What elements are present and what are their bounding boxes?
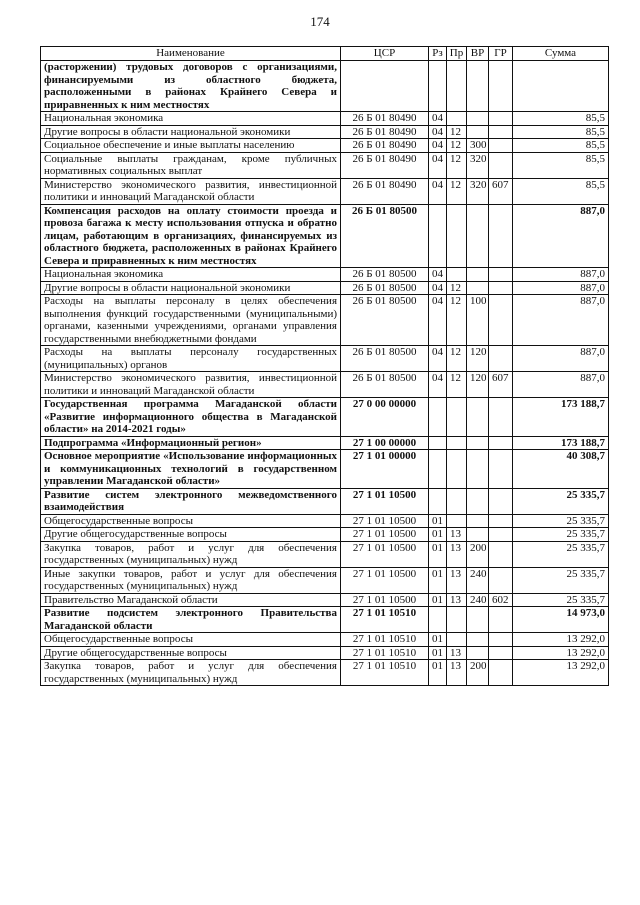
header-name: Наименование xyxy=(41,47,341,61)
table-row xyxy=(41,567,609,593)
cell-name: Другие вопросы в области национальной экономики xyxy=(41,125,341,139)
table-row xyxy=(41,450,609,489)
cell-name: Расходы на выплаты персоналу государственных (муниципальных) органов xyxy=(41,346,341,372)
cell-pr xyxy=(447,268,467,282)
cell-vr: 120 xyxy=(467,346,489,372)
cell-pr: 12 xyxy=(447,295,467,346)
table-row xyxy=(41,268,609,282)
table-row xyxy=(41,660,609,686)
cell-pr: 12 xyxy=(447,178,467,204)
cell-name: Общегосударственные вопросы xyxy=(41,633,341,647)
cell-csr: 27 1 01 10510 xyxy=(341,633,429,647)
cell-vr xyxy=(467,436,489,450)
cell-name: Министерство экономического развития, инвестиционной политики и инноваций Магаданской области xyxy=(41,372,341,398)
cell-vr: 100 xyxy=(467,295,489,346)
cell-sum: 25 335,7 xyxy=(513,593,609,607)
cell-pr: 13 xyxy=(447,660,467,686)
cell-csr: 26 Б 01 80500 xyxy=(341,268,429,282)
cell-pr xyxy=(447,514,467,528)
cell-name: Национальная экономика xyxy=(41,112,341,126)
cell-gr xyxy=(489,139,513,153)
cell-sum: 25 335,7 xyxy=(513,514,609,528)
cell-csr: 26 Б 01 80500 xyxy=(341,346,429,372)
cell-vr xyxy=(467,488,489,514)
cell-csr: 27 1 01 10510 xyxy=(341,646,429,660)
cell-vr: 200 xyxy=(467,660,489,686)
cell-vr: 120 xyxy=(467,372,489,398)
cell-vr: 300 xyxy=(467,139,489,153)
table-row xyxy=(41,514,609,528)
cell-gr xyxy=(489,268,513,282)
cell-sum: 25 335,7 xyxy=(513,541,609,567)
cell-gr xyxy=(489,281,513,295)
cell-pr: 12 xyxy=(447,152,467,178)
table-row xyxy=(41,633,609,647)
cell-csr: 26 Б 01 80490 xyxy=(341,152,429,178)
cell-gr xyxy=(489,633,513,647)
cell-name: Государственная программа Магаданской области «Развитие информационного общества в Магаданской области» на 2014-2021 годы» xyxy=(41,398,341,437)
cell-sum: 25 335,7 xyxy=(513,567,609,593)
cell-csr: 27 1 01 10500 xyxy=(341,514,429,528)
table-row xyxy=(41,178,609,204)
cell-gr xyxy=(489,436,513,450)
cell-csr: 27 1 01 00000 xyxy=(341,450,429,489)
cell-csr: 27 1 01 10500 xyxy=(341,528,429,542)
cell-pr: 12 xyxy=(447,139,467,153)
header-pr: Пр xyxy=(447,47,467,61)
table-row xyxy=(41,372,609,398)
cell-vr: 240 xyxy=(467,593,489,607)
cell-pr: 12 xyxy=(447,281,467,295)
cell-rz: 04 xyxy=(429,268,447,282)
cell-csr: 27 1 01 10510 xyxy=(341,660,429,686)
cell-vr xyxy=(467,61,489,112)
cell-csr xyxy=(341,61,429,112)
cell-name: Подпрограмма «Информационный регион» xyxy=(41,436,341,450)
cell-vr xyxy=(467,398,489,437)
cell-csr: 27 1 01 10500 xyxy=(341,593,429,607)
cell-pr xyxy=(447,450,467,489)
table-row xyxy=(41,346,609,372)
cell-sum: 887,0 xyxy=(513,346,609,372)
cell-rz: 04 xyxy=(429,281,447,295)
table-row xyxy=(41,488,609,514)
cell-gr: 607 xyxy=(489,372,513,398)
cell-rz: 01 xyxy=(429,567,447,593)
cell-csr: 27 1 00 00000 xyxy=(341,436,429,450)
cell-gr xyxy=(489,660,513,686)
cell-gr xyxy=(489,125,513,139)
cell-sum: 85,5 xyxy=(513,178,609,204)
cell-sum: 85,5 xyxy=(513,152,609,178)
table-row xyxy=(41,61,609,112)
cell-name: Правительство Магаданской области xyxy=(41,593,341,607)
cell-gr xyxy=(489,488,513,514)
cell-pr: 13 xyxy=(447,541,467,567)
cell-vr xyxy=(467,450,489,489)
cell-rz: 01 xyxy=(429,528,447,542)
cell-gr: 602 xyxy=(489,593,513,607)
header-sum: Сумма xyxy=(513,47,609,61)
cell-vr: 320 xyxy=(467,152,489,178)
cell-name: Социальное обеспечение и иные выплаты населению xyxy=(41,139,341,153)
cell-rz xyxy=(429,398,447,437)
cell-name: Национальная экономика xyxy=(41,268,341,282)
cell-name: Развитие систем электронного межведомственного взаимодействия xyxy=(41,488,341,514)
cell-csr: 27 0 00 00000 xyxy=(341,398,429,437)
cell-name: (расторжении) трудовых договоров с организациями, финансируемыми из областного бюджета, расположенными в районах Крайнего Севера и приравненных к ним местностях xyxy=(41,61,341,112)
cell-gr xyxy=(489,514,513,528)
cell-sum: 173 188,7 xyxy=(513,398,609,437)
cell-csr: 27 1 01 10510 xyxy=(341,607,429,633)
cell-vr xyxy=(467,204,489,268)
cell-sum: 85,5 xyxy=(513,125,609,139)
cell-gr xyxy=(489,61,513,112)
cell-sum: 887,0 xyxy=(513,204,609,268)
cell-name: Другие общегосударственные вопросы xyxy=(41,646,341,660)
cell-vr xyxy=(467,514,489,528)
cell-rz: 04 xyxy=(429,372,447,398)
cell-gr xyxy=(489,204,513,268)
cell-pr: 13 xyxy=(447,646,467,660)
table-row xyxy=(41,204,609,268)
header-csr: ЦСР xyxy=(341,47,429,61)
cell-name: Закупка товаров, работ и услуг для обеспечения государственных (муниципальных) нужд xyxy=(41,541,341,567)
cell-vr xyxy=(467,633,489,647)
cell-csr: 27 1 01 10500 xyxy=(341,488,429,514)
cell-pr xyxy=(447,61,467,112)
cell-vr: 200 xyxy=(467,541,489,567)
cell-rz: 04 xyxy=(429,295,447,346)
cell-csr: 27 1 01 10500 xyxy=(341,541,429,567)
cell-pr: 13 xyxy=(447,528,467,542)
cell-pr: 13 xyxy=(447,593,467,607)
cell-sum: 887,0 xyxy=(513,268,609,282)
cell-sum: 25 335,7 xyxy=(513,488,609,514)
cell-rz xyxy=(429,607,447,633)
cell-gr xyxy=(489,528,513,542)
cell-sum xyxy=(513,61,609,112)
cell-name: Основное мероприятие «Использование информационных и коммуникационных технологий в государственном управлении Магаданской области» xyxy=(41,450,341,489)
cell-sum: 13 292,0 xyxy=(513,660,609,686)
table-row xyxy=(41,281,609,295)
cell-vr xyxy=(467,268,489,282)
cell-vr xyxy=(467,281,489,295)
cell-name: Другие вопросы в области национальной экономики xyxy=(41,281,341,295)
cell-name: Социальные выплаты гражданам, кроме публичных нормативных социальных выплат xyxy=(41,152,341,178)
cell-pr xyxy=(447,112,467,126)
table-row xyxy=(41,646,609,660)
cell-rz xyxy=(429,204,447,268)
cell-vr xyxy=(467,528,489,542)
cell-rz: 04 xyxy=(429,139,447,153)
cell-sum: 85,5 xyxy=(513,139,609,153)
cell-csr: 26 Б 01 80500 xyxy=(341,372,429,398)
cell-gr xyxy=(489,646,513,660)
table-row xyxy=(41,593,609,607)
table-row xyxy=(41,125,609,139)
cell-gr xyxy=(489,152,513,178)
table-body xyxy=(41,61,609,686)
cell-rz: 01 xyxy=(429,541,447,567)
cell-sum: 887,0 xyxy=(513,372,609,398)
cell-name: Закупка товаров, работ и услуг для обеспечения государственных (муниципальных) нужд xyxy=(41,660,341,686)
table-header-row xyxy=(41,47,609,61)
cell-gr xyxy=(489,112,513,126)
cell-vr: 240 xyxy=(467,567,489,593)
table-row xyxy=(41,139,609,153)
cell-name: Общегосударственные вопросы xyxy=(41,514,341,528)
cell-name: Расходы на выплаты персоналу в целях обеспечения выполнения функций государственными (муниципальными) органами, казенными учреждениями, органами управления государственными внебюджетными фондами xyxy=(41,295,341,346)
cell-name: Иные закупки товаров, работ и услуг для обеспечения государственных (муниципальных) нужд xyxy=(41,567,341,593)
cell-csr: 27 1 01 10500 xyxy=(341,567,429,593)
cell-pr xyxy=(447,204,467,268)
cell-sum: 887,0 xyxy=(513,295,609,346)
cell-gr xyxy=(489,346,513,372)
cell-sum: 887,0 xyxy=(513,281,609,295)
cell-csr: 26 Б 01 80500 xyxy=(341,281,429,295)
table-row xyxy=(41,528,609,542)
cell-rz: 01 xyxy=(429,633,447,647)
cell-rz xyxy=(429,450,447,489)
cell-pr xyxy=(447,607,467,633)
cell-rz: 04 xyxy=(429,112,447,126)
cell-pr: 12 xyxy=(447,346,467,372)
table-row xyxy=(41,436,609,450)
cell-vr xyxy=(467,607,489,633)
cell-rz xyxy=(429,488,447,514)
cell-sum: 173 188,7 xyxy=(513,436,609,450)
cell-sum: 40 308,7 xyxy=(513,450,609,489)
cell-rz: 04 xyxy=(429,178,447,204)
cell-vr xyxy=(467,125,489,139)
cell-pr: 12 xyxy=(447,372,467,398)
cell-vr xyxy=(467,646,489,660)
cell-csr: 26 Б 01 80500 xyxy=(341,204,429,268)
cell-name: Другие общегосударственные вопросы xyxy=(41,528,341,542)
table-row xyxy=(41,112,609,126)
cell-csr: 26 Б 01 80500 xyxy=(341,295,429,346)
header-vr: ВР xyxy=(467,47,489,61)
cell-sum: 25 335,7 xyxy=(513,528,609,542)
cell-gr xyxy=(489,450,513,489)
cell-rz: 01 xyxy=(429,593,447,607)
cell-pr xyxy=(447,436,467,450)
cell-gr xyxy=(489,295,513,346)
cell-sum: 85,5 xyxy=(513,112,609,126)
table-row xyxy=(41,541,609,567)
cell-pr: 13 xyxy=(447,567,467,593)
table-row xyxy=(41,607,609,633)
page-number: 174 xyxy=(310,14,330,29)
cell-sum: 13 292,0 xyxy=(513,633,609,647)
cell-gr xyxy=(489,567,513,593)
cell-csr: 26 Б 01 80490 xyxy=(341,125,429,139)
cell-vr xyxy=(467,112,489,126)
header-gr: ГР xyxy=(489,47,513,61)
cell-pr xyxy=(447,488,467,514)
header-rz: Рз xyxy=(429,47,447,61)
cell-gr xyxy=(489,607,513,633)
cell-name: Министерство экономического развития, инвестиционной политики и инноваций Магаданской области xyxy=(41,178,341,204)
cell-pr xyxy=(447,398,467,437)
cell-name: Компенсация расходов на оплату стоимости проезда и провоза багажа к месту использования отпуска и обратно лицам, работающим в организациях, финансируемых из областного бюджета, расположенных в районах Крайнего Севера и приравненных к ним местностях xyxy=(41,204,341,268)
cell-rz xyxy=(429,436,447,450)
cell-rz: 04 xyxy=(429,152,447,178)
cell-pr: 12 xyxy=(447,125,467,139)
cell-rz: 01 xyxy=(429,514,447,528)
cell-sum: 14 973,0 xyxy=(513,607,609,633)
cell-csr: 26 Б 01 80490 xyxy=(341,112,429,126)
cell-name: Развитие подсистем электронного Правительства Магаданской области xyxy=(41,607,341,633)
cell-gr: 607 xyxy=(489,178,513,204)
cell-gr xyxy=(489,541,513,567)
cell-vr: 320 xyxy=(467,178,489,204)
cell-pr xyxy=(447,633,467,647)
table-row xyxy=(41,295,609,346)
cell-csr: 26 Б 01 80490 xyxy=(341,139,429,153)
table-row xyxy=(41,398,609,437)
cell-rz: 04 xyxy=(429,346,447,372)
budget-table xyxy=(40,46,609,686)
table-row xyxy=(41,152,609,178)
cell-sum: 13 292,0 xyxy=(513,646,609,660)
cell-rz: 01 xyxy=(429,646,447,660)
cell-gr xyxy=(489,398,513,437)
cell-rz xyxy=(429,61,447,112)
cell-rz: 04 xyxy=(429,125,447,139)
cell-csr: 26 Б 01 80490 xyxy=(341,178,429,204)
cell-rz: 01 xyxy=(429,660,447,686)
